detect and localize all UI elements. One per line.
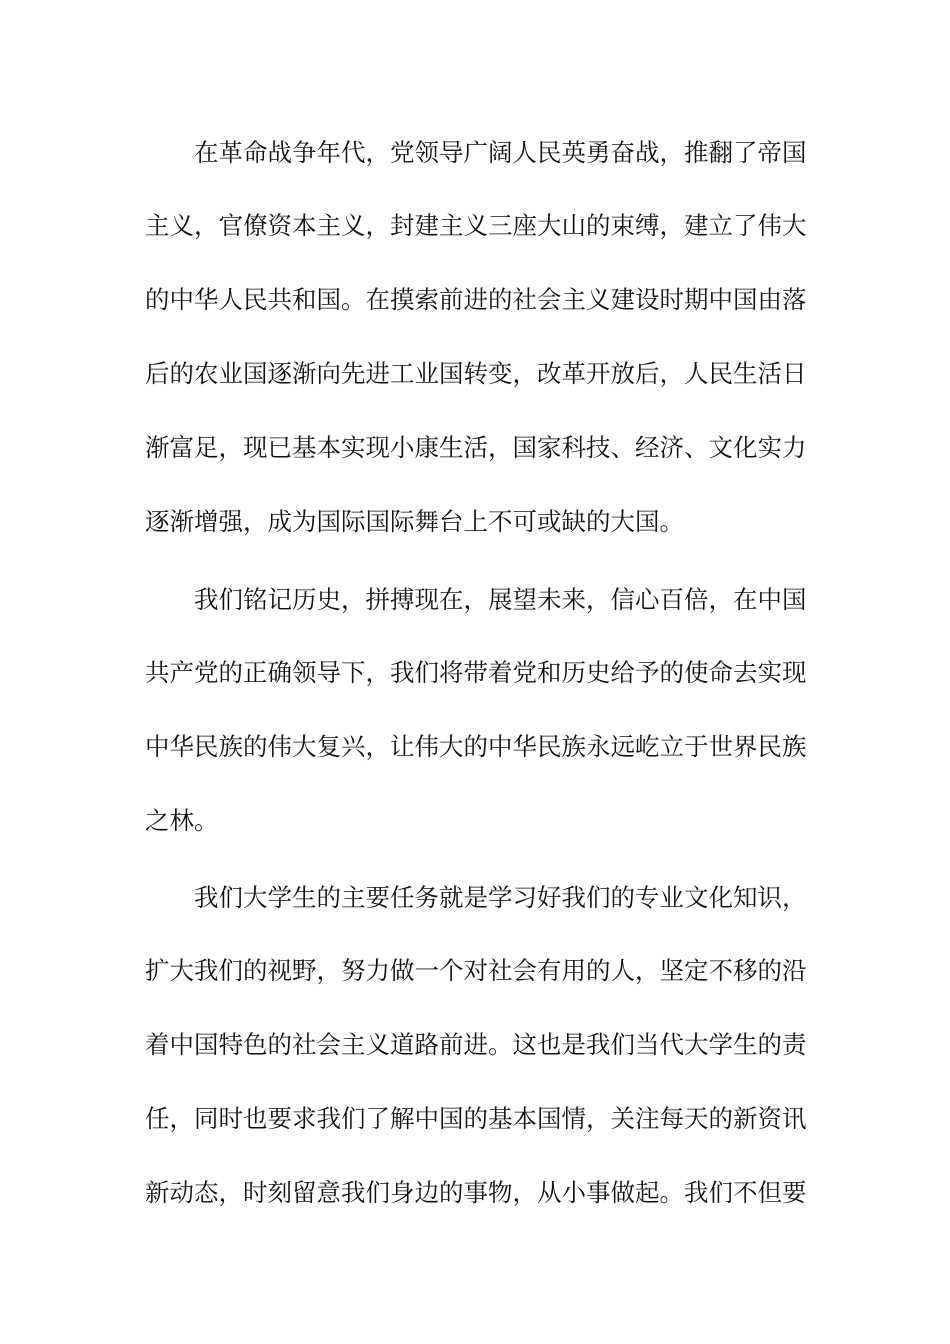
paragraph-1-line-2: 主义，官僚资本主义，封建主义三座大山的束缚，建立了伟大 xyxy=(145,211,807,240)
paragraph-1-line-1: 在革命战争年代，党领导广阔人民英勇奋战，推翻了帝国 xyxy=(194,138,807,167)
paragraph-2-line-2: 共产党的正确领导下，我们将带着党和历史给予的使命去实现 xyxy=(145,658,807,687)
paragraph-3-line-2: 扩大我们的视野，努力做一个对社会有用的人，坚定不移的沿 xyxy=(145,956,807,985)
paragraph-1-line-4: 后的农业国逐渐向先进工业国转变，改革开放后，人民生活日 xyxy=(145,359,807,388)
paragraph-2-line-4: 之林。 xyxy=(145,806,219,835)
paragraph-3-line-3: 着中国特色的社会主义道路前进。这也是我们当代大学生的责 xyxy=(145,1030,807,1059)
paragraph-3-line-5: 新动态，时刻留意我们身边的事物，从小事做起。我们不但要 xyxy=(145,1178,807,1207)
paragraph-3-line-4: 任，同时也要求我们了解中国的基本国情，关注每天的新资讯 xyxy=(145,1104,807,1133)
paragraph-1-line-5: 渐富足，现已基本实现小康生活，国家科技、经济、文化实力 xyxy=(145,433,807,462)
paragraph-2-line-3: 中华民族的伟大复兴，让伟大的中华民族永远屹立于世界民族 xyxy=(145,732,807,761)
paragraph-3-line-1: 我们大学生的主要任务就是学习好我们的专业文化知识， xyxy=(194,883,807,912)
paragraph-1-line-3: 的中华人民共和国。在摸索前进的社会主义建设时期中国由落 xyxy=(145,285,807,314)
paragraph-2-line-1: 我们铭记历史，拼搏现在，展望未来，信心百倍，在中国 xyxy=(194,585,807,614)
paragraph-1-line-6: 逐渐增强，成为国际国际舞台上不可或缺的大国。 xyxy=(145,507,684,536)
